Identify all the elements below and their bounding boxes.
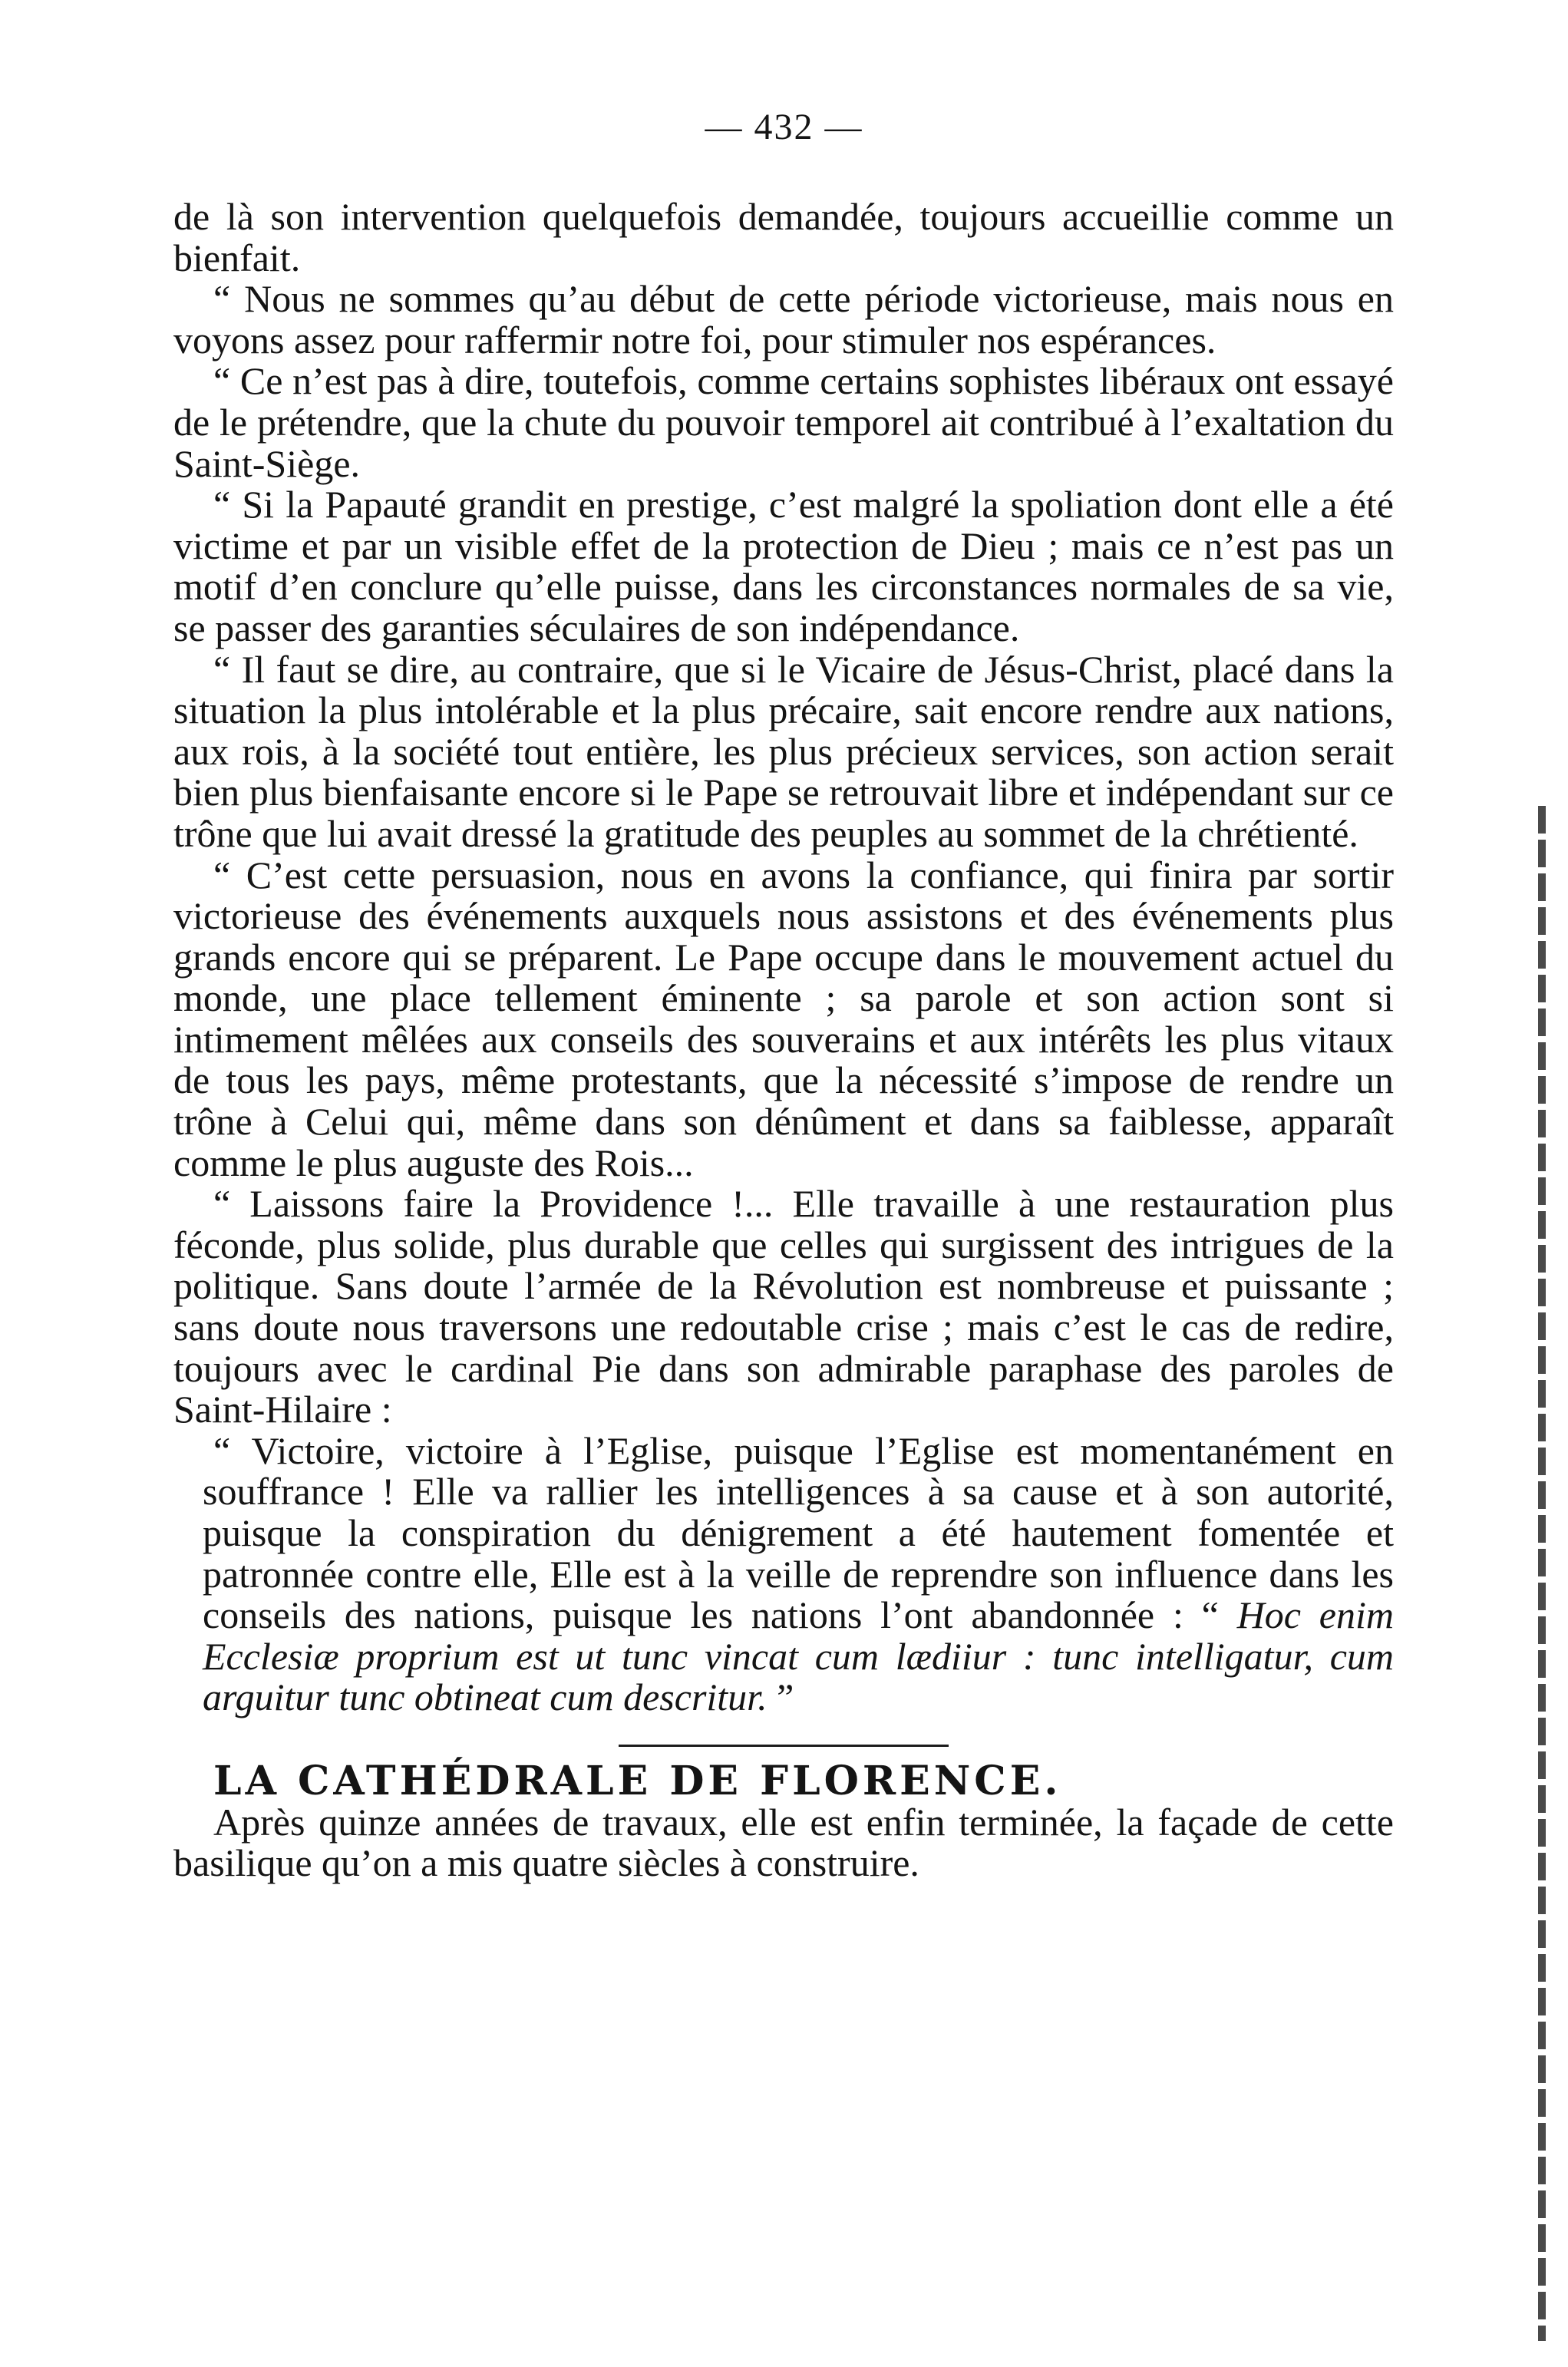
page-number: — 432 — bbox=[705, 107, 863, 147]
paragraph-2: “ Nous ne sommes qu’au début de cette période victorieuse, mais nous en voyons assez pour raffermir notre foi, pour stimuler nos espérances. bbox=[173, 277, 1394, 361]
section-paragraph: Après quinze années de travaux, elle est enfin terminée, la façade de cette basilique qu’on a mis quatre siècles à construire. bbox=[173, 1800, 1394, 1885]
paragraph-6: “ C’est cette persuasion, nous en avons la confiance, qui finira par sortir victorieuse des événements auxquels nous assistons et des événements plus grands encore qui se préparent. Le Pape occupe dans le mouvement actuel du monde, une place tellement éminente ; sa parole et son action sont si intimement mêlées aux conseils des souverains et aux intérêts les plus vitaux de tous les pays, même protestants, que la nécessité s’impose de rendre un trône à Celui qui, même dans son dénûment et dans sa faiblesse, apparaît comme le plus auguste des Rois... bbox=[173, 853, 1394, 1184]
quote-latin: Hoc enim Ecclesiæ proprium est ut tunc vincat cum lædiiur : tunc intelligatur, cum arguitur tunc obtineat cum descritur. bbox=[203, 1593, 1395, 1719]
paragraph-7: “ Laissons faire la Providence !... Elle travaille à une restauration plus féconde, plus solide, plus durable que celles qui surgissent des intrigues de la politique. Sans doute l’armée de la Révolution est nombreuse et puissante ; sans doute nous traversons une redoutable crise ; mais c’est le cas de redire, toujours avec le cardinal Pie dans son admirable paraphase des paroles de Saint-Hilaire : bbox=[173, 1182, 1394, 1431]
body-text bbox=[173, 196, 1394, 1884]
paragraph-1: de là son intervention quelquefois demandée, toujours accueillie comme un bienfait. bbox=[173, 195, 1394, 279]
section-title: LA CATHÉDRALE DE FLORENCE. bbox=[213, 1757, 1062, 1804]
paragraph-5: “ Il faut se dire, au contraire, que si le Vicaire de Jésus-Christ, placé dans la situation la plus intolérable et la plus précaire, sait encore rendre aux nations, aux rois, à la société tout entière, les plus précieux services, son action serait bien plus bienfaisante encore si le Pape se retrouvait libre et indépendant sur ce trône que lui avait dressé la gratitude des peuples au sommet de la chrétienté. bbox=[173, 647, 1394, 855]
quote-closing: ” bbox=[767, 1675, 794, 1719]
block-quote bbox=[173, 1428, 1395, 1719]
quote-text: “ Victoire, victoire à l’Eglise, puisque l’Eglise est momentanément en souffrance ! Elle va rallier les intelligences à sa cause et à son autorité, puisque la conspiration du dénigrement a été hautement fomentée et patronnée contre elle, Elle est à la veille de reprendre son influence dans les conseils des nations, puisque les nations l’ont abandonnée : “ bbox=[203, 1428, 1394, 1637]
section-divider bbox=[619, 1745, 949, 1747]
paragraph-3: “ Ce n’est pas à dire, toutefois, comme certains sophistes libéraux ont essayé de le prétendre, que la chute du pouvoir temporel ait contribué à l’exaltation du Saint-Siège. bbox=[173, 359, 1394, 485]
paragraph-4: “ Si la Papauté grandit en prestige, c’est malgré la spoliation dont elle a été victime et par un visible effet de la protection de Dieu ; mais ce n’est pas un motif d’en conclure qu’elle puisse, dans les circonstances normales de sa vie, se passer des garanties séculaires de son indépendance. bbox=[173, 483, 1394, 649]
page-edge-shadow bbox=[1538, 806, 1546, 2341]
